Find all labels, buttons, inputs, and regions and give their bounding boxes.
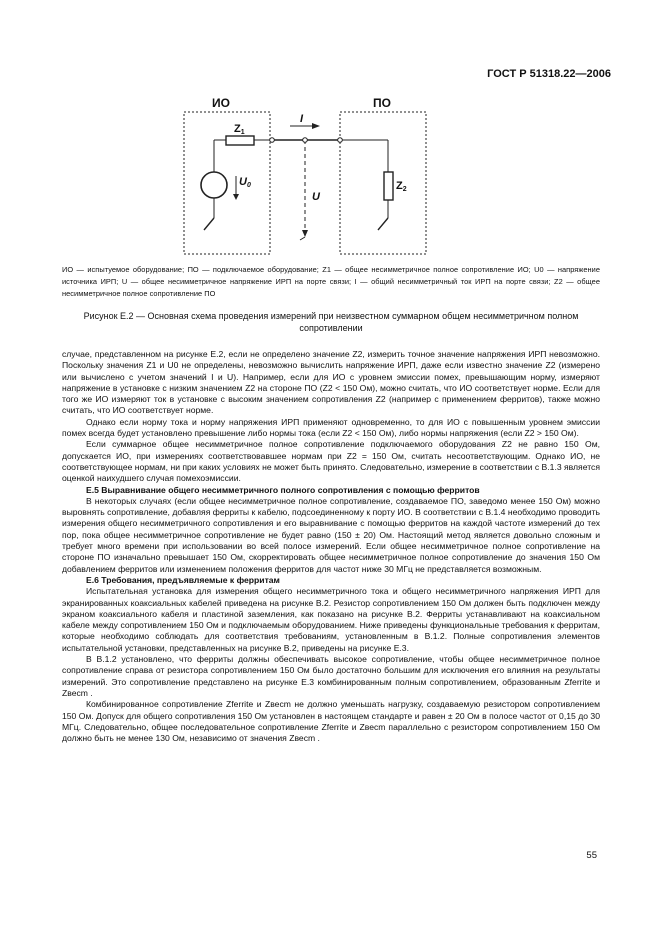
- z2-subscript: 2: [402, 186, 407, 193]
- z2-label: Z: [396, 180, 403, 192]
- measurement-circuit-diagram: [160, 92, 440, 258]
- paragraph: Испытательная установка для измерения общего несимметричного тока и общего несимметричного напряжения ИРП для экранированных коаксиальных кабелей приведена на рисунке В.2. Резистор сопротивлением 150 Ом должен быть подключен между экраном коаксиального кабеля и пластиной заземления, как показано на рисунке В.2. Ферриты устанавливают на коаксиальном кабеле между сопротивлением 150 Ом и подключаемым оборудованием. Ниже приведены функциональные требования к ферритам, которые необходимо соблюдать для соответствия требованиям, установленным в В.1.2. Полные сопротивления элементов испытательной установки, представленных на рисунке В.2, приведены на рисунке Е.3.: [62, 586, 600, 653]
- u0-arrow-head: [233, 194, 239, 200]
- po-label: ПО: [373, 96, 391, 110]
- svg-text:Z2: [396, 180, 407, 193]
- z1-subscript: 1: [240, 129, 245, 136]
- figure-title: Рисунок Е.2 — Основная схема проведения измерений при неизвестном суммарном общем несимметричном полном сопротивлении: [83, 311, 579, 333]
- z1-resistor: [226, 136, 254, 145]
- page-number: 55: [586, 850, 597, 861]
- figure-legend: ИО — испытуемое оборудование; ПО — подключаемое оборудование; Z1 — общее несимметричное полное сопротивление ИО; U0 — напряжение источника ИРП; U — общее несимметричное напряжение ИРП на порте связи; I — общий несимметричный ток ИРП на порте связи; Z2 — общее несимметричное полное сопротивление ПО: [62, 265, 600, 298]
- z2-resistor: [384, 172, 393, 200]
- body-text: [62, 349, 600, 744]
- u-arrow-head: [302, 230, 308, 237]
- paragraph: В В.1.2 установлено, что ферриты должны обеспечивать высокое сопротивление, чтобы общее несимметричное полное сопротивление справа от резистора сопротивлением 150 Ом было достаточно большим для исключения его влияния на результаты измерений. Это сопротивление представлено на рисунке Е.3 комбинированным полным сопротивлением, образованным Zferrite и Zвесm .: [62, 654, 600, 698]
- paragraph: Комбинированное сопротивление Zferrite и Zвесm не должно уменьшать нагрузку, создаваемую резистором сопротивлением 150 Ом. Допуск для общего сопротивления 150 Ом установлен в настоящем стандарте и равен ± 20 Ом в полосе частот от 0,15 до 30 МГц. Следовательно, общее последовательное сопротивление Zferrite и Zвесm параллельно с резистором сопротивлением 150 Ом должно быть не менее 130 Ом, независимо от значения Zвесm .: [62, 699, 600, 744]
- paragraph: случае, представленном на рисунке Е.2, если не определено значение Z2, измерить точное значение напряжения ИРП невозможно. Поскольку значения Z1 и U0 не определены, невозможно вычислить напряжение ИРП, даже если известно значение Z2 (измерено или вычислено с учетом значений I и U). Например, если для ИО с уровнем эмиссии помех, превышающим норму, измеряют напряжение в установке с низким значением Z2 на стороне ПО (Z2 < 150 Ом), можно считать, что ИО соответствует норме. Если для того же ИО измеряют ток в установке с высоким значением сопротивления Z2 (например с применением ферритов), также можно считать, что ИО соответствует норме.: [62, 349, 600, 416]
- i-arrow-head: [312, 123, 320, 129]
- u0-label: U: [239, 176, 247, 188]
- z1-label: Z: [234, 123, 241, 135]
- section-heading: Е.5 Выравнивание общего несимметричного полного сопротивления с помощью ферритов: [86, 484, 480, 495]
- paragraph: Если суммарное общее несимметричное полное сопротивление подключаемого оборудования Z2 не равно 150 Ом, допускается ИО, при измерениях соответствовавшее нормам при Z2 = 150 Ом, считать несоответствующим. Однако ИО, не соответствующее нормам, ни при каких условиях не может быть принято. Следовательно, измерение в соответствии с В.1.3 является оценкой наихудшего случая помехоэмиссии.: [62, 439, 600, 484]
- u0-source: [201, 172, 227, 198]
- current-label: I: [300, 113, 304, 125]
- document-id: ГОСТ Р 51318.22—2006: [487, 68, 611, 80]
- io-label: ИО: [212, 96, 230, 110]
- paragraph: Однако если норму тока и норму напряжения ИРП применяют одновременно, то для ИО с повышенным уровнем эмиссии помех всегда будет установлено превышение либо нормы тока (если Z2 < 150 Ом), либо нормы напряжения (если Z2 > 150 Ом).: [62, 416, 600, 439]
- u0-subscript: 0: [246, 182, 251, 189]
- svg-text:U0: [239, 176, 251, 189]
- svg-text:Z1: [234, 123, 245, 136]
- section-heading: Е.6 Требования, предъявляемые к ферритам: [86, 574, 280, 585]
- po-box: [340, 112, 426, 254]
- voltage-label: U: [312, 191, 320, 203]
- paragraph: В некоторых случаях (если общее несимметричное полное сопротивление, создаваемое ПО, заведомо менее 150 Ом) можно выровнять сопротивление, добавляя ферриты к кабелю, подсоединенному к порту ИО. В соответствии с В.1.4 необходимо проводить измерения общего несимметричного сопротивления и его выравнивание с помощью ферритов на каждой частоте измерений до тех пор, пока общее несимметричное сопротивление не будет равно (150 ± 20) Ом. Настоящий метод является довольно сложным и требует много времени при использовании во всей полосе измерений. Если общее несимметричное полное сопротивление на стороне ПО изначально превышает 150 Ом, скорректировать общее несимметричное полное сопротивление до значения 150 Ом добавлением ферритов или изменением положения ферритов для частот ниже 30 МГц не представляется возможным.: [62, 495, 600, 574]
